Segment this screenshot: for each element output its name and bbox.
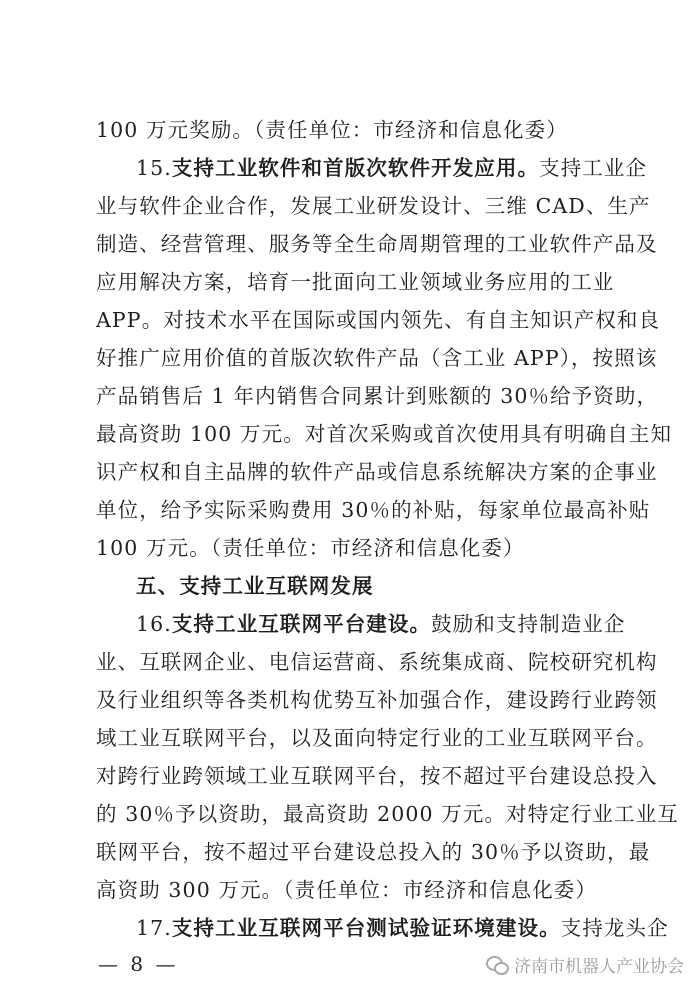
text-line-15: 业、互联网企业、电信运营商、系统集成商、院校研究机构 bbox=[96, 650, 658, 674]
watermark-text: 济南市机器人产业协会 bbox=[514, 957, 684, 977]
text-line-8: 产品销售后 1 年内销售合同累计到账额的 30％给予资助， bbox=[96, 384, 659, 408]
text-line-21: 高资助 300 万元。（责任单位：市经济和信息化委） bbox=[96, 878, 598, 902]
text-line-12: 100 万元。（责任单位：市经济和信息化委） bbox=[96, 536, 525, 560]
text-line-19: 的 30％予以资助，最高资助 2000 万元。对特定行业工业互 bbox=[96, 802, 679, 826]
text-line-11: 单位，给予实际采购费用 30％的补贴，每家单位最高补贴 bbox=[96, 498, 651, 522]
text-line-18: 对跨行业跨领域工业互联网平台，按不超过平台建设总投入 bbox=[96, 764, 658, 788]
item-16-heading-line: 16.支持工业互联网平台建设。鼓励和支持制造业企 bbox=[136, 612, 626, 636]
wechat-icon bbox=[486, 956, 508, 974]
section-five-heading: 五、支持工业互联网发展 bbox=[136, 574, 374, 598]
text-line-17: 域工业互联网平台，以及面向特定行业的工业互联网平台。 bbox=[96, 726, 658, 750]
text-line-1: 100 万元奖励。（责任单位：市经济和信息化委） bbox=[96, 118, 568, 142]
text-line-6: APP。对技术水平在国际或国内领先、有自主知识产权和良 bbox=[96, 308, 661, 332]
watermark bbox=[486, 952, 684, 977]
text-line-16: 及行业组织等各类机构优势互补加强合作，建设跨行业跨领 bbox=[96, 688, 658, 712]
text-line-3: 业与软件企业合作，发展工业研发设计、三维 CAD、生产 bbox=[96, 194, 651, 218]
item-17-heading-line: 17.支持工业互联网平台测试验证环境建设。支持龙头企 bbox=[136, 916, 669, 940]
page-number: — 8 — bbox=[98, 952, 179, 976]
text-line-5: 应用解决方案，培育一批面向工业领域业务应用的工业 bbox=[96, 270, 615, 294]
text-line-10: 识产权和自主品牌的软件产品或信息系统解决方案的企事业 bbox=[96, 460, 658, 484]
item-15-heading-line: 15.支持工业软件和首版次软件开发应用。支持工业企 bbox=[136, 156, 648, 180]
text-line-7: 好推广应用价值的首版次软件产品（含工业 APP），按照该 bbox=[96, 346, 658, 370]
text-line-20: 联网平台，按不超过平台建设总投入的 30％予以资助，最 bbox=[96, 840, 651, 864]
text-line-4: 制造、经营管理、服务等全生命周期管理的工业软件产品及 bbox=[96, 232, 658, 256]
text-line-9: 最高资助 100 万元。对首次采购或首次使用具有明确自主知 bbox=[96, 422, 673, 446]
